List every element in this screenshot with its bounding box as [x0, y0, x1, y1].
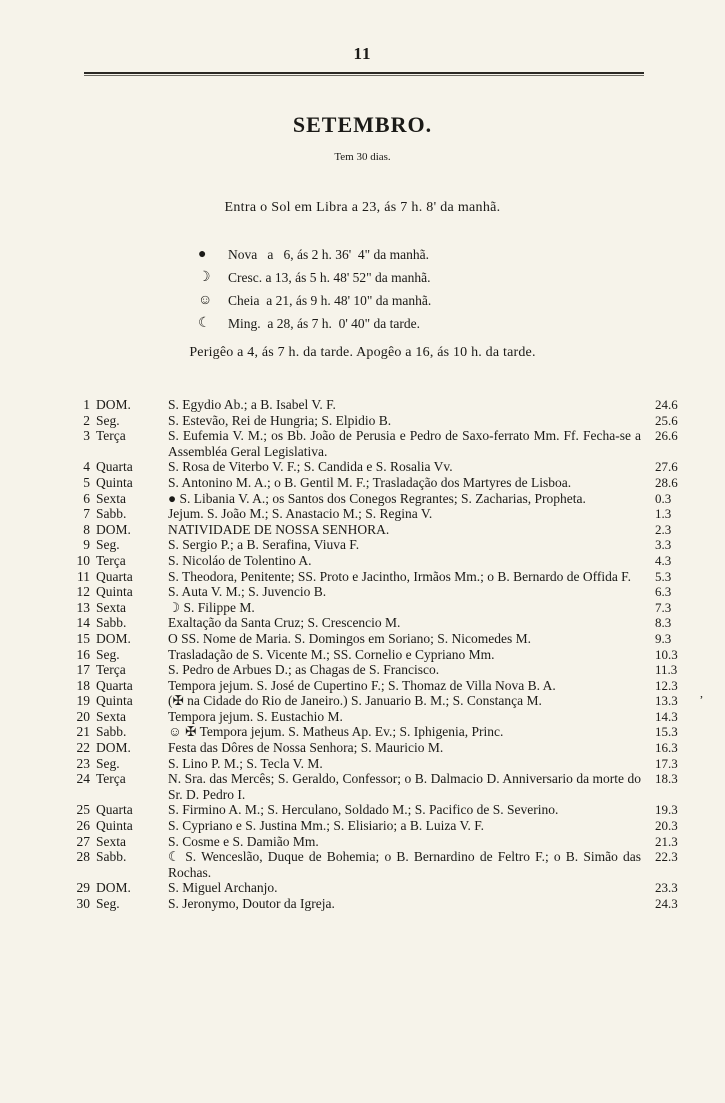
weekday: Sexta [96, 599, 126, 615]
moon-hour: 17.3 [655, 755, 678, 771]
day-number: 9 [83, 537, 90, 553]
weekday: Sexta [96, 833, 126, 849]
weekday: Quinta [96, 474, 133, 490]
calendar-row [0, 740, 725, 756]
waxing-moon-icon: ☽ [198, 270, 211, 285]
weekday: Seg. [96, 755, 120, 771]
saints-description: S. Miguel Archanjo. [168, 880, 278, 896]
calendar-row [0, 896, 725, 912]
moon-phases [198, 243, 431, 335]
calendar-row [0, 693, 725, 709]
weekday: Quarta [96, 568, 133, 584]
calendar-row [0, 756, 725, 772]
saints-description: Festa das Dôres de Nossa Senhora; S. Mauricio M. [168, 740, 444, 756]
margin-mark: , [700, 686, 703, 700]
calendar-row [0, 522, 725, 538]
day-number: 16 [76, 646, 90, 662]
moon-phase-text: Cresc. a 13, ás 5 h. 48' 52" da manhã. [228, 269, 431, 285]
days-count: Tem 30 dias. [334, 151, 391, 163]
waning-moon-icon: ☾ [198, 316, 211, 331]
day-number: 7 [83, 506, 90, 522]
saints-description: S. Egydio Ab.; a B. Isabel V. F. [168, 397, 336, 412]
weekday: Seg. [96, 646, 120, 662]
weekday: Quinta [96, 693, 133, 709]
day-number: 17 [76, 662, 90, 678]
saints-description: S. Antonino M. A.; o B. Gentil M. F.; Trasladação dos Martyres de Lisboa. [168, 474, 572, 490]
moon-hour: 18.3 [655, 771, 678, 787]
day-number: 22 [76, 740, 90, 756]
weekday: Sabb. [96, 724, 127, 740]
moon-hour: 27.6 [655, 459, 678, 475]
calendar-row [0, 459, 725, 475]
saints-description: S. Cosme e S. Damião Mm. [168, 833, 319, 849]
saints-description: S. Theodora, Penitente; SS. Proto e Jacintho, Irmãos Mm.; o B. Bernardo de Offida F. [168, 568, 631, 584]
day-number: 1 [83, 397, 90, 412]
day-number: 12 [76, 584, 90, 600]
weekday: Quinta [96, 584, 133, 600]
calendar-row [0, 647, 725, 663]
saints-description: O SS. Nome de Maria. S. Domingos em Soriano; S. Nicomedes M. [168, 630, 531, 646]
day-number: 23 [76, 755, 90, 771]
moon-hour: 22.3 [655, 849, 678, 865]
day-number: 10 [76, 552, 90, 568]
day-number: 6 [83, 490, 90, 506]
calendar-row [0, 428, 725, 459]
moon-hour: 13.3 [655, 693, 678, 709]
moon-hour: 1.3 [655, 506, 672, 522]
day-number: 19 [76, 693, 90, 709]
saints-description: Trasladação de S. Vicente M.; SS. Cornelio e Cypriano Mm. [168, 646, 495, 662]
moon-hour: 7.3 [655, 599, 672, 615]
calendar-row [0, 631, 725, 647]
moon-hour: 26.6 [655, 428, 678, 444]
saints-description: ● S. Libania V. A.; os Santos dos Conegos Regrantes; S. Zacharias, Propheta. [168, 490, 586, 506]
page-number: 11 [353, 44, 372, 63]
month-title: SETEMBRO. [292, 112, 433, 137]
saints-description: Jejum. S. João M.; S. Anastacio M.; S. Regina V. [168, 506, 433, 522]
moon-hour: 15.3 [655, 724, 678, 740]
calendar-row [0, 600, 725, 616]
day-number: 28 [76, 849, 90, 865]
day-number: 2 [83, 412, 90, 428]
saints-description: S. Jeronymo, Doutor da Igreja. [168, 896, 335, 911]
moon-hour: 3.3 [655, 537, 672, 553]
moon-hour: 21.3 [655, 833, 678, 849]
sun-entry: Entra o Sol em Libra a 23, ás 7 h. 8' da manhã. [224, 200, 501, 215]
calendar-row [0, 537, 725, 553]
moon-hour: 0.3 [655, 490, 672, 506]
moon-hour: 19.3 [655, 802, 678, 818]
weekday: Sabb. [96, 849, 127, 865]
calendar-row [0, 662, 725, 678]
moon-phase-text: Ming. a 28, ás 7 h. 0' 40" da tarde. [228, 315, 421, 331]
day-number: 25 [76, 802, 90, 818]
weekday: DOM. [96, 880, 131, 896]
weekday: Sexta [96, 490, 126, 506]
calendar-row [0, 709, 725, 725]
day-number: 24 [76, 771, 90, 787]
day-number: 11 [77, 568, 90, 584]
weekday: Quarta [96, 677, 133, 693]
calendar-row [0, 880, 725, 896]
calendar-row [0, 818, 725, 834]
saints-description: S. Firmino A. M.; S. Herculano, Soldado M.; S. Pacifico de S. Severino. [168, 802, 559, 818]
moon-hour: 9.3 [655, 630, 672, 646]
weekday: Terça [96, 771, 126, 787]
weekday: Seg. [96, 412, 120, 428]
weekday: Terça [96, 552, 126, 568]
calendar-row [0, 506, 725, 522]
moon-hour: 2.3 [655, 521, 672, 537]
moon-hour: 20.3 [655, 818, 678, 834]
calendar-entries [0, 397, 725, 912]
saints-description: S. Auta V. M.; S. Juvencio B. [168, 584, 327, 600]
moon-hour: 24.3 [655, 896, 678, 911]
saints-description: S. Estevão, Rei de Hungria; S. Elpidio B. [168, 412, 392, 428]
calendar-row [0, 678, 725, 694]
calendar-row [0, 724, 725, 740]
calendar-row [0, 849, 725, 880]
calendar-row [0, 413, 725, 429]
weekday: DOM. [96, 521, 131, 537]
moon-hour: 12.3 [655, 677, 678, 693]
day-number: 29 [76, 880, 90, 896]
saints-description: Tempora jejum. S. Eustachio M. [168, 708, 343, 724]
saints-description: S. Eufemia V. M.; os Bb. João de Perusia e Pedro de Saxo-ferrato Mm. Ff. Fecha-se a Assembléa Geral Legislativa. [168, 428, 641, 459]
moon-hour: 11.3 [655, 662, 678, 678]
moon-phase-full [198, 289, 431, 312]
moon-hour: 6.3 [655, 584, 672, 600]
day-number: 18 [76, 677, 90, 693]
day-number: 14 [76, 615, 90, 631]
weekday: Quarta [96, 459, 133, 475]
saints-description: N. Sra. das Mercês; S. Geraldo, Confessor; o B. Dalmacio D. Anniversario da morte do Sr. D. Pedro I. [168, 771, 641, 802]
weekday: DOM. [96, 740, 131, 756]
moon-phase-text: Nova a 6, ás 2 h. 36' 4" da manhã. [228, 246, 430, 262]
day-number: 3 [83, 428, 90, 444]
perigee-apogee: Perigêo a 4, ás 7 h. da tarde. Apogêo a 16, ás 10 h. da tarde. [189, 345, 536, 360]
saints-description: ☺ ✠ Tempora jejum. S. Matheus Ap. Ev.; S. Iphigenia, Princ. [168, 724, 504, 740]
day-number: 27 [76, 833, 90, 849]
saints-description: (✠ na Cidade do Rio de Janeiro.) S. Januario B. M.; S. Constança M. [168, 693, 542, 709]
day-number: 26 [76, 818, 90, 834]
moon-hour: 8.3 [655, 615, 672, 631]
day-number: 4 [83, 459, 90, 475]
moon-hour: 23.3 [655, 880, 678, 896]
moon-phase-waning [198, 312, 431, 335]
moon-hour: 5.3 [655, 568, 672, 584]
weekday: Quarta [96, 802, 133, 818]
saints-description: S. Sergio P.; a B. Serafina, Viuva F. [168, 537, 360, 553]
saints-description: Exaltação da Santa Cruz; S. Crescencio M. [168, 615, 401, 631]
day-number: 5 [83, 474, 90, 490]
weekday: DOM. [96, 397, 131, 412]
weekday: DOM. [96, 630, 131, 646]
new-moon-icon: ● [198, 246, 207, 262]
weekday: Quinta [96, 818, 133, 834]
day-number: 15 [76, 630, 90, 646]
calendar-row [0, 569, 725, 585]
calendar-row [0, 771, 725, 802]
day-number: 30 [76, 896, 90, 911]
full-moon-icon: ☺ [198, 292, 213, 308]
calendar-row [0, 475, 725, 491]
weekday: Sabb. [96, 615, 127, 631]
calendar-row [0, 802, 725, 818]
moon-hour: 4.3 [655, 552, 672, 568]
moon-phase-waxing [198, 266, 431, 289]
saints-description: ☽ S. Filippe M. [168, 599, 255, 615]
saints-description: S. Rosa de Viterbo V. F.; S. Candida e S. Rosalia Vv. [168, 459, 453, 475]
moon-hour: 16.3 [655, 740, 678, 756]
weekday: Sexta [96, 708, 126, 724]
calendar-row [0, 491, 725, 507]
moon-hour: 28.6 [655, 474, 678, 490]
saints-description: S. Nicoláo de Tolentino A. [168, 552, 312, 568]
day-number: 21 [76, 724, 90, 740]
calendar-row [0, 553, 725, 569]
calendar-row [0, 834, 725, 850]
weekday: Seg. [96, 896, 120, 911]
day-number: 8 [83, 521, 90, 537]
saints-description: S. Cypriano e S. Justina Mm.; S. Elisiario; a B. Luiza V. F. [168, 818, 485, 834]
weekday: Terça [96, 662, 126, 678]
moon-hour: 14.3 [655, 708, 678, 724]
moon-hour: 24.6 [655, 397, 678, 412]
moon-hour: 10.3 [655, 646, 678, 662]
calendar-row [0, 584, 725, 600]
weekday: Seg. [96, 537, 120, 553]
moon-phase-new [198, 243, 431, 266]
saints-description: ☾ S. Wenceslão, Duque de Bohemia; o B. Bernardino de Feltro F.; o B. Simão das Rochas. [168, 849, 641, 880]
weekday: Sabb. [96, 506, 127, 522]
calendar-row [0, 615, 725, 631]
saints-description: S. Lino P. M.; S. Tecla V. M. [168, 755, 323, 771]
weekday: Terça [96, 428, 126, 444]
header-rule [84, 72, 644, 76]
moon-hour: 25.6 [655, 412, 678, 428]
day-number: 13 [76, 599, 90, 615]
saints-description: S. Pedro de Arbues D.; as Chagas de S. Francisco. [168, 662, 440, 678]
saints-description: Tempora jejum. S. José de Cupertino F.; S. Thomaz de Villa Nova B. A. [168, 677, 556, 693]
calendar-row [0, 397, 725, 413]
saints-description: NATIVIDADE DE NOSSA SENHORA. [168, 521, 390, 537]
moon-phase-text: Cheia a 21, ás 9 h. 48' 10" da manhã. [228, 292, 432, 308]
day-number: 20 [76, 708, 90, 724]
